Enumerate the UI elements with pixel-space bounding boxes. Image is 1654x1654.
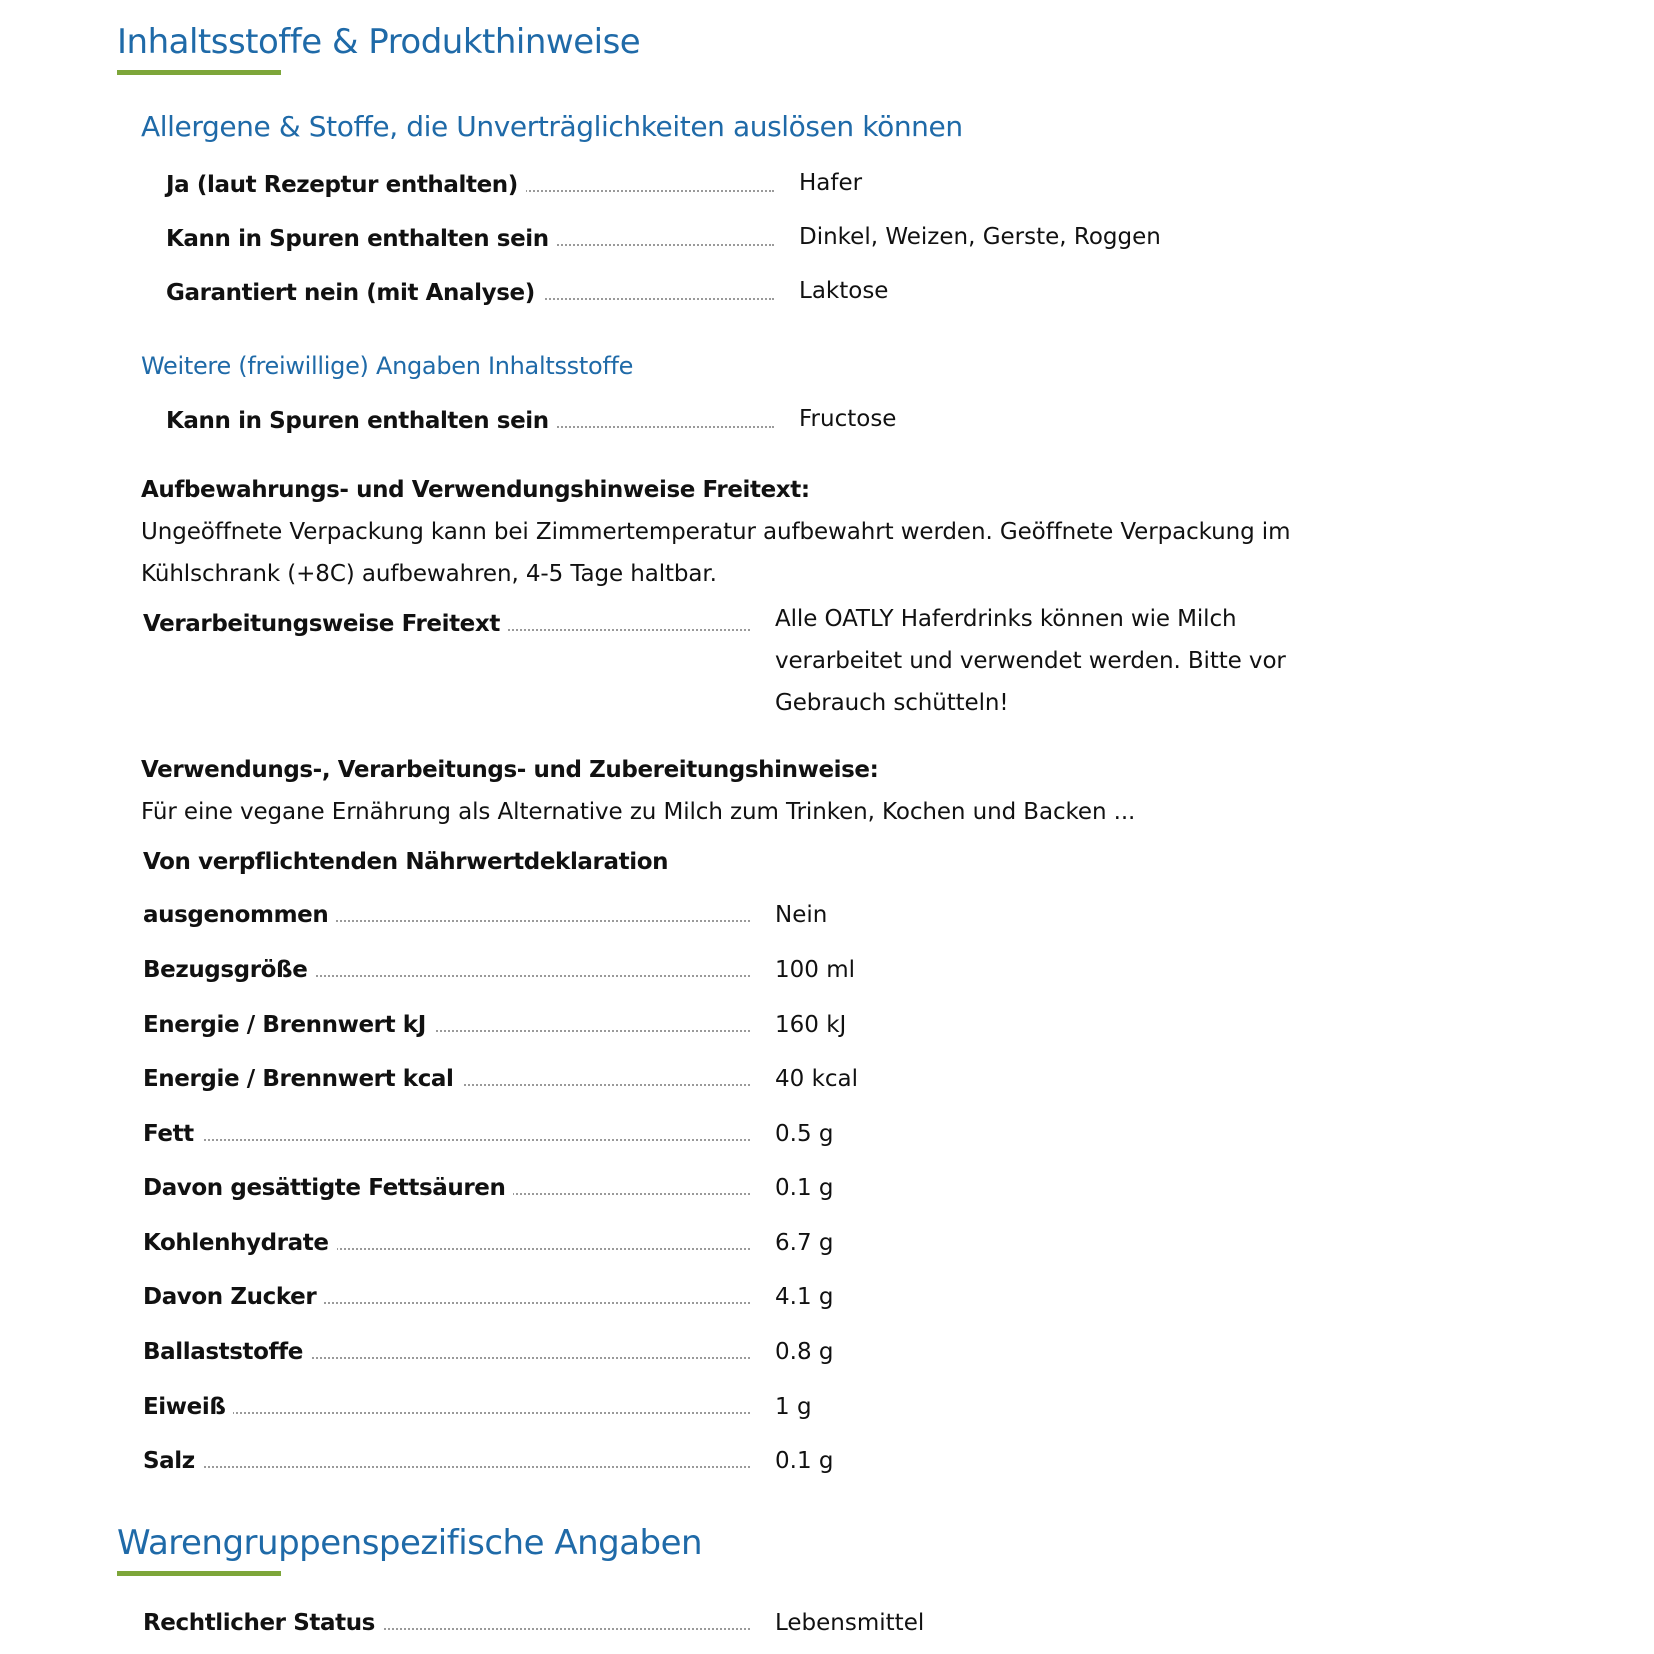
allergen-row [166, 222, 774, 252]
allergen-row [166, 276, 774, 306]
nutrition-row [143, 1444, 750, 1474]
section-title-underline [117, 1571, 281, 1576]
nutrition-label: Davon Zucker [143, 1284, 324, 1310]
nutrition-row [143, 1390, 750, 1420]
nutrition-value: 0.1 g [775, 1175, 834, 1201]
allergen-value: Laktose [799, 278, 889, 304]
dot-leader [143, 1139, 750, 1141]
further-info-title: Weitere (freiwillige) Angaben Inhaltsstoffe [141, 352, 634, 380]
allergen-value: Dinkel, Weizen, Gerste, Roggen [799, 224, 1161, 250]
nutrition-row [143, 898, 750, 928]
further-info-row [166, 404, 774, 434]
product-group-row [143, 1606, 750, 1636]
processing-row [143, 607, 750, 637]
nutrition-value: 0.5 g [775, 1121, 834, 1147]
section-title-underline [117, 70, 281, 75]
nutrition-label: ausgenommen [143, 902, 336, 928]
dot-leader [143, 1412, 750, 1414]
nutrition-value: 4.1 g [775, 1284, 834, 1310]
nutrition-value: 40 kcal [775, 1066, 859, 1092]
nutrition-row [143, 1335, 750, 1365]
nutrition-label: Kohlenhydrate [143, 1230, 337, 1256]
nutrition-row [143, 1062, 750, 1092]
nutrition-value: 1 g [775, 1394, 812, 1420]
nutrition-row [143, 1117, 750, 1147]
processing-text-line3: Gebrauch schütteln! [775, 690, 1009, 716]
nutrition-value: 0.1 g [775, 1448, 834, 1474]
storage-text-line1: Ungeöffnete Verpackung kann bei Zimmertemperatur aufbewahrt werden. Geöffnete Verpackung im [141, 519, 1291, 545]
further-info-value: Fructose [799, 406, 897, 432]
nutrition-value: 100 ml [775, 957, 856, 983]
nutrition-row [143, 1171, 750, 1201]
nutrition-value: 160 kJ [775, 1012, 847, 1038]
processing-text-line2: verarbeitet und verwendet werden. Bitte vor [775, 648, 1286, 674]
storage-text-line2: Kühlschrank (+8C) aufbewahren, 4-5 Tage haltbar. [141, 561, 717, 587]
nutrition-label: Salz [143, 1448, 203, 1474]
processing-label: Verarbeitungsweise Freitext [143, 611, 508, 637]
nutrition-label: Davon gesättigte Fettsäuren [143, 1175, 513, 1201]
storage-heading: Aufbewahrungs- und Verwendungshinweise Freitext: [141, 477, 810, 503]
nutrition-value: 0.8 g [775, 1339, 834, 1365]
processing-text-line1: Alle OATLY Haferdrinks können wie Milch [775, 606, 1237, 632]
nutrition-value: Nein [775, 902, 828, 928]
usage-heading: Verwendungs-, Verarbeitungs- und Zubereitungshinweise: [141, 757, 879, 783]
usage-text: Für eine vegane Ernährung als Alternative zu Milch zum Trinken, Kochen und Backen ... [141, 799, 1136, 825]
nutrition-value: 6.7 g [775, 1230, 834, 1256]
nutrition-row [143, 1008, 750, 1038]
allergens-title: Allergene & Stoffe, die Unverträglichkeiten auslösen können [141, 110, 963, 143]
nutrition-label: Energie / Brennwert kJ [143, 1012, 434, 1038]
further-info-label: Kann in Spuren enthalten sein [166, 408, 557, 434]
allergen-value: Hafer [799, 170, 863, 196]
dot-leader [143, 1466, 750, 1468]
nutrition-label: Energie / Brennwert kcal [143, 1066, 462, 1092]
nutrition-label: Ballaststoffe [143, 1339, 311, 1365]
nutrition-row [143, 1280, 750, 1310]
section-title-product-group: Warengruppenspezifische Angaben [117, 1523, 703, 1563]
nutrition-label: Fett [143, 1121, 202, 1147]
product-group-value: Lebensmittel [775, 1610, 925, 1636]
nutrition-row [143, 1226, 750, 1256]
allergen-label: Ja (laut Rezeptur enthalten) [166, 172, 526, 198]
allergen-label: Kann in Spuren enthalten sein [166, 226, 557, 252]
nutrition-label: Bezugsgröße [143, 957, 315, 983]
nutrition-label: Eiweiß [143, 1394, 233, 1420]
product-group-label: Rechtlicher Status [143, 1610, 383, 1636]
section-title-ingredients: Inhaltsstoffe & Produkthinweise [117, 22, 641, 62]
nutrition-exempt-label: Von verpflichtenden Nährwertdeklaration [143, 849, 669, 875]
allergen-row [166, 168, 774, 198]
nutrition-row [143, 953, 750, 983]
allergen-label: Garantiert nein (mit Analyse) [166, 280, 543, 306]
